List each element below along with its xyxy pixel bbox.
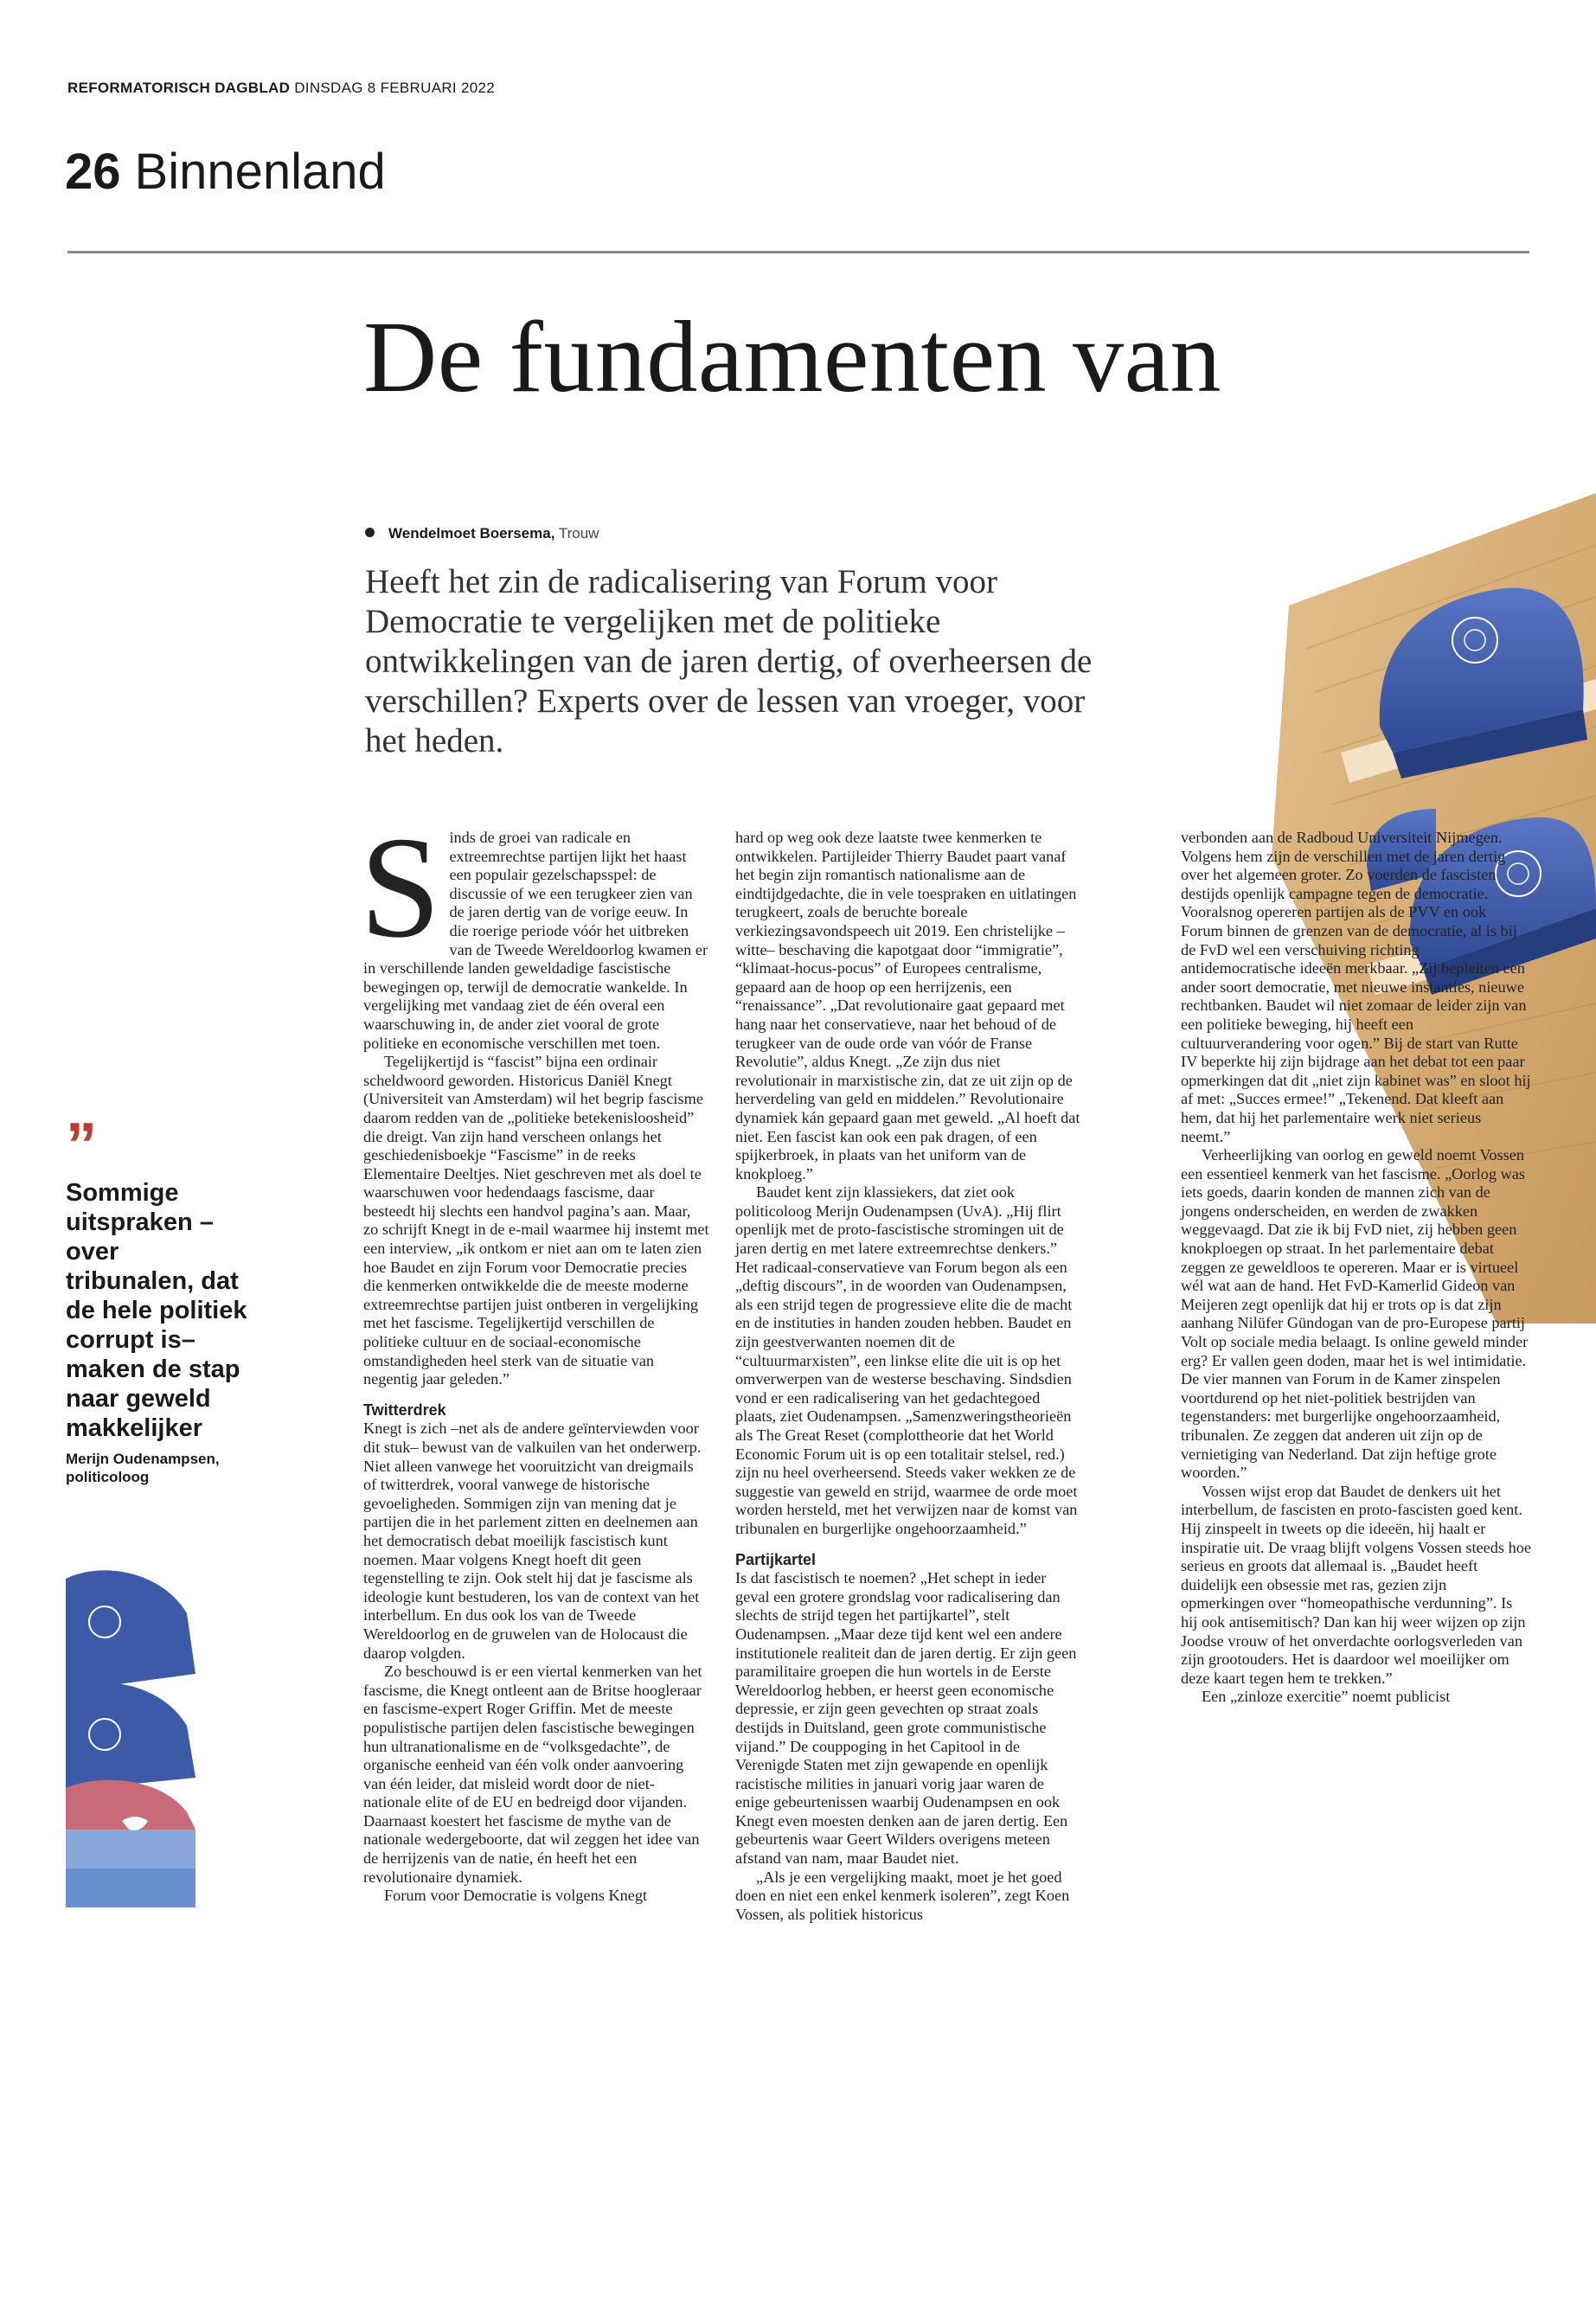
pull-quote-text: Sommige uitspraken –over tribunalen, dat de hele politiek corrupt is– maken de stap naar geweld makkelijker [66, 1179, 247, 1442]
newspaper-name: REFORMATORISCH DAGBLAD [67, 80, 291, 96]
byline-organization: Trouw [558, 525, 599, 542]
paragraph: Verheerlijking van oorlog en geweld noemt Vossen een essentieel kenmerk van het fascisme. „Oorlog was iets goeds, daarin konden de mannen zich van de jongens onderscheiden, en werden de zwakken weggevaagd. Dat zie ik bij FvD niet, zij hebben geen knokploegen op straat. In het parlementaire debat zeggen ze geweldloos te opereren. Maar er is virtueel wél wat aan de hand. Het FvD-Kamerlid Gideon van Meijeren zegt openlijk dat hij er trots op is dat zijn aanhang Nilüfer Gündogan van de pro-Europese partij Volt op sociale media belaagt. Is online geweld minder erg? Er vallen geen doden, maar het is wel intimidatie. De vier mannen van Forum in de Kamer zinspelen voortdurend op het niet-politiek bestrijden van tegenstanders: met burgerlijke ongehoorzaamheid, tribunalen. Ze zeggen dat anderen uit zijn op de vernietiging van Nederland. Dat zijn heftige grote woorden.” [1181, 1146, 1529, 1482]
article-column-1 [360, 807, 709, 1906]
subheading: Twitterdrek [363, 1400, 446, 1419]
masthead [67, 80, 495, 97]
paragraph: Een „zinloze exercitie” noemt publicist [1202, 1688, 1451, 1706]
paragraph: „Als je een vergelijking maakt, moet je het goed doen en niet een enkel kenmerk isoleren”, zegt Koen Vossen, als politiek historicus [735, 1868, 1070, 1923]
seats-small-illustration [66, 1561, 195, 1907]
section-header [65, 143, 386, 201]
headline: De fundamenten van [363, 300, 1221, 413]
paragraph: Tegelijkertijd is “fascist” bijna een ordinair scheldwoord geworden. Historicus Daniël Knegt (Universiteit van Amsterdam) wil het begrip fascisme daarom redden van de „politieke betekenisloosheid” die dreigt. Van zijn hand verscheen onlangs het geschiedenisboekje “Fascisme” in de reeks Elementaire Deeltjes. Niet geschreven met als doel te waarschuwen voor hedendaags fascisme, daar besteedt hij slechts een handvol pagina’s aan. Maar, zo schrijft Knegt in de e-mail waarmee hij instemt met een interview, „ik ontkom er niet aan om te laten zien hoe Baudet en zijn Forum voor Democratie precies die kenmerken ontwikkelde die de meeste moderne extreemrechtse partijen juist ontberen in vergelijking met het fascisme. Tegelijkertijd verschillen de politieke cultuur en de sociaal-economische omstandigheden heel sterk van de situatie van negentig jaar geleden.” [363, 1053, 709, 1388]
header-rule [67, 251, 1529, 253]
pull-quote [66, 1111, 252, 1486]
byline-author: Wendelmoet Boersema, [388, 525, 555, 542]
paragraph: Zo beschouwd is er een viertal kenmerken van het fascisme, die Knegt ontleent aan de Britse hoogleraar en fascisme-expert Roger Griffin. Met de meeste populistische partijen delen fascistische bewegingen hun ultranationalisme en de “volksgedachte”, de organische eenheid van één volk onder aanvoering van één leider, dat misleid wordt door de niet-nationale elite of de EU en bedreigd door vijanden. Daarnaast koestert het fascisme de mythe van de nationale wedergeboorte, dat wil zeggen het idee van de herrijzenis van de natie, én heeft het een revolutionaire dynamiek. [363, 1663, 702, 1886]
small-seats-artwork [66, 1561, 195, 1907]
paragraph: Knegt is zich –net als de andere geïnterviewden voor dit stuk– bewust van de valkuilen van het onderwerp. Niet alleen vanwege het vooruitzicht van dreigmails of twitterdrek, vooral vanwege de historische gevoeligheden. Sommigen zijn van mening dat je partijen die in het parlement zitten en deelnemen aan het democratisch debat moeilijk fascistisch kunt noemen. Maar volgens Knegt hoeft dit geen tegenstelling te zijn. Ook stelt hij dat je fascisme als ideologie kunt bestuderen, los van de context van het interbellum. En dus ook los van de Tweede Wereldoorlog en de gruwelen van de Holocaust die daarop volgden. [363, 1420, 702, 1662]
section-name: Binnenland [134, 144, 386, 200]
paragraph: Baudet kent zijn klassiekers, dat ziet ook politicoloog Merijn Oudenampsen (UvA). „Hij flirt openlijk met de proto-fascistische stromingen uit de jaren dertig en met latere extreemrechtse denkers.” Het radicaal-conservatieve van Forum begon als een „deftig discours”, in de woorden van Oudenampsen, als een strijd tegen de progressieve elite die de macht en de instituties in handen zouden hebben. Baudet en zijn geestverwanten noemen dit de “cultuurmarxisten”, een linkse elite die uit is op het omverwerpen van de westerse beschaving. Sindsdien vond er een radicalisering van het gedachtegoed plaats, ziet Oudenampsen. „Samenzweringstheorieën als The Great Reset (complottheorie dat het World Economic Forum uit is op een totalitair stelsel, red.) zijn nu heel overheersend. Steeds vaker wekken ze de suggestie van geweld en strijd, waarmee de orde moet worden hersteld, met het verwijzen naar de komst van tribunalen en burgerlijke ongehoorzaamheid.” [735, 1183, 1078, 1537]
pull-quote-source: Merijn Oudenampsen, politicoloog [66, 1451, 220, 1485]
page-number: 26 [65, 144, 121, 200]
paragraph: Forum voor Democratie is volgens Knegt [384, 1887, 648, 1905]
article-column-3 [1181, 829, 1531, 1707]
byline-bullet-icon [365, 528, 375, 537]
paragraph: Sinds de groei van radicale en extreemrechtse partijen lijkt het haast een populair gezelschapsspel: de discussie of we een terugkeer zien van de jaren dertig van de vorige eeuw. In die roerige periode vóór het uitbreken van de Tweede Wereldoorlog kwamen er in verschillende landen geweldadige fascistische bewegingen op, terwijl de democratie wankelde. In vergelijking met vandaag ziet de één overal een waarschuwing in, de ander ziet vooral de grote politieke en economische verschillen met toen. [360, 807, 708, 1052]
subheading: Partijkartel [735, 1550, 817, 1568]
article-column-2 [735, 829, 1081, 1924]
paragraph: hard op weg ook deze laatste twee kenmerken te ontwikkelen. Partijleider Thierry Baudet paart vanaf het begin zijn romantisch nationalisme aan de eindtijdgedachte, die in vele toespraken en uitlatingen terugkeert, zoals de beruchte boreale verkiezingsavondspeech uit 2019. Een christelijke –witte– beschaving die kapotgaat door “immigratie”, “klimaat-hocus-pocus” of Europees centralisme, gepaard aan de hoop op een herrijzenis, een “renaissance”. „Dat revolutionaire gaat gepaard met hang naar het conservatieve, naar het behoud of de terugkeer van de oude orde van vóór de Franse Revolutie”, aldus Knegt. „Ze zijn dus niet revolutionair in marxistische zin, dat ze uit zijn op de herverdeling van geld en middelen.” Revolutionaire dynamiek kán gepaard gaan met geweld. „Al hoeft dat niet. Een fascist kan ook een pak dragen, of een spijkerbroek, in plaats van het uniform van de knokploeg.” [735, 829, 1080, 1183]
issue-date: DINSDAG 8 FEBRUARI 2022 [294, 80, 495, 96]
byline [365, 525, 599, 542]
quote-mark-icon: ” [66, 1111, 97, 1180]
intro-lead: Heeft het zin de radicalisering van Forum voor Democratie te vergelijken met de politieke ontwikkelingen van de jaren dertig, of overheersen de verschillen? Experts over de lessen van vroeger, voor het heden. [365, 563, 1093, 760]
paragraph: verbonden aan de Radboud Universiteit Nijmegen. Volgens hem zijn de verschillen met de jaren dertig over het algemeen groter. Zo voerden de fascisten destijds openlijk campagne tegen de democratie. Vooralsnog opereren partijen als de PVV en ook Forum binnen de grenzen van de democratie, al is bij de FvD wel een verschuiving richting antidemocratische ideeën merkbaar. „Zij bepleiten een ander soort democratie, met nieuwe instanties, nieuwe rechtbanken. Baudet wil niet zomaar de leider zijn van een politieke beweging, hij heeft een cultuurverandering voor ogen.” Bij de start van Rutte IV beperkte hij zijn bijdrage aan het debat tot een paar opmerkingen dat dit „niet zijn kabinet was” en sloot hij af met: „Succes ermee!” „Tekenend. Dat kleeft aan hem, dat hij het parlementaire werk niet serieus neemt.” [1181, 829, 1531, 1145]
drop-cap: S [360, 807, 441, 968]
paragraph: Is dat fascistisch te noemen? „Het schept in ieder geval een grotere grondslag voor radicalisering dan slechts de strijd tegen het partijkartel”, stelt Oudenampsen. „Maar deze tijd kent wel een andere institutionele realiteit dan de jaren dertig. Er zijn geen paramilitaire groepen die hun wortels in de Eerste Wereldoorlog hebben, er heerst geen economische depressie, er zijn geen gevechten op straat zoals destijds in Duitsland, geen grote communistische vijand.” De couppoging in het Capitool in de Verenigde Staten met zijn gewapende en openlijk racistische milities in januari vorig jaar waren de enige gebeurtenissen waarbij Oudenampsen en ook Knegt even moesten denken aan de jaren dertig. Een gebeurtenis waar Geert Wilders overigens meteen afstand van nam, maar Baudet niet. [735, 1569, 1077, 1868]
paragraph: Vossen wijst erop dat Baudet de denkers uit het interbellum, de fascisten en proto-fascisten goed kent. Hij zinspeelt in tweets op die ideeën, hij haalt er inspiratie uit. De vraag blijft volgens Vossen steeds hoe serieus en groots dat allemaal is. „Baudet heeft duidelijk een obsessie met ras, gezien zijn opmerkingen over “homeopathische verdunning”. Is hij ook antisemitisch? Dan kan hij weer wijzen op zijn Joodse vrouw of het onverdachte oorlogsverleden van zijn grootouders. Het is daardoor wel moeilijker om deze kaart tegen hem te trekken.” [1181, 1482, 1531, 1687]
